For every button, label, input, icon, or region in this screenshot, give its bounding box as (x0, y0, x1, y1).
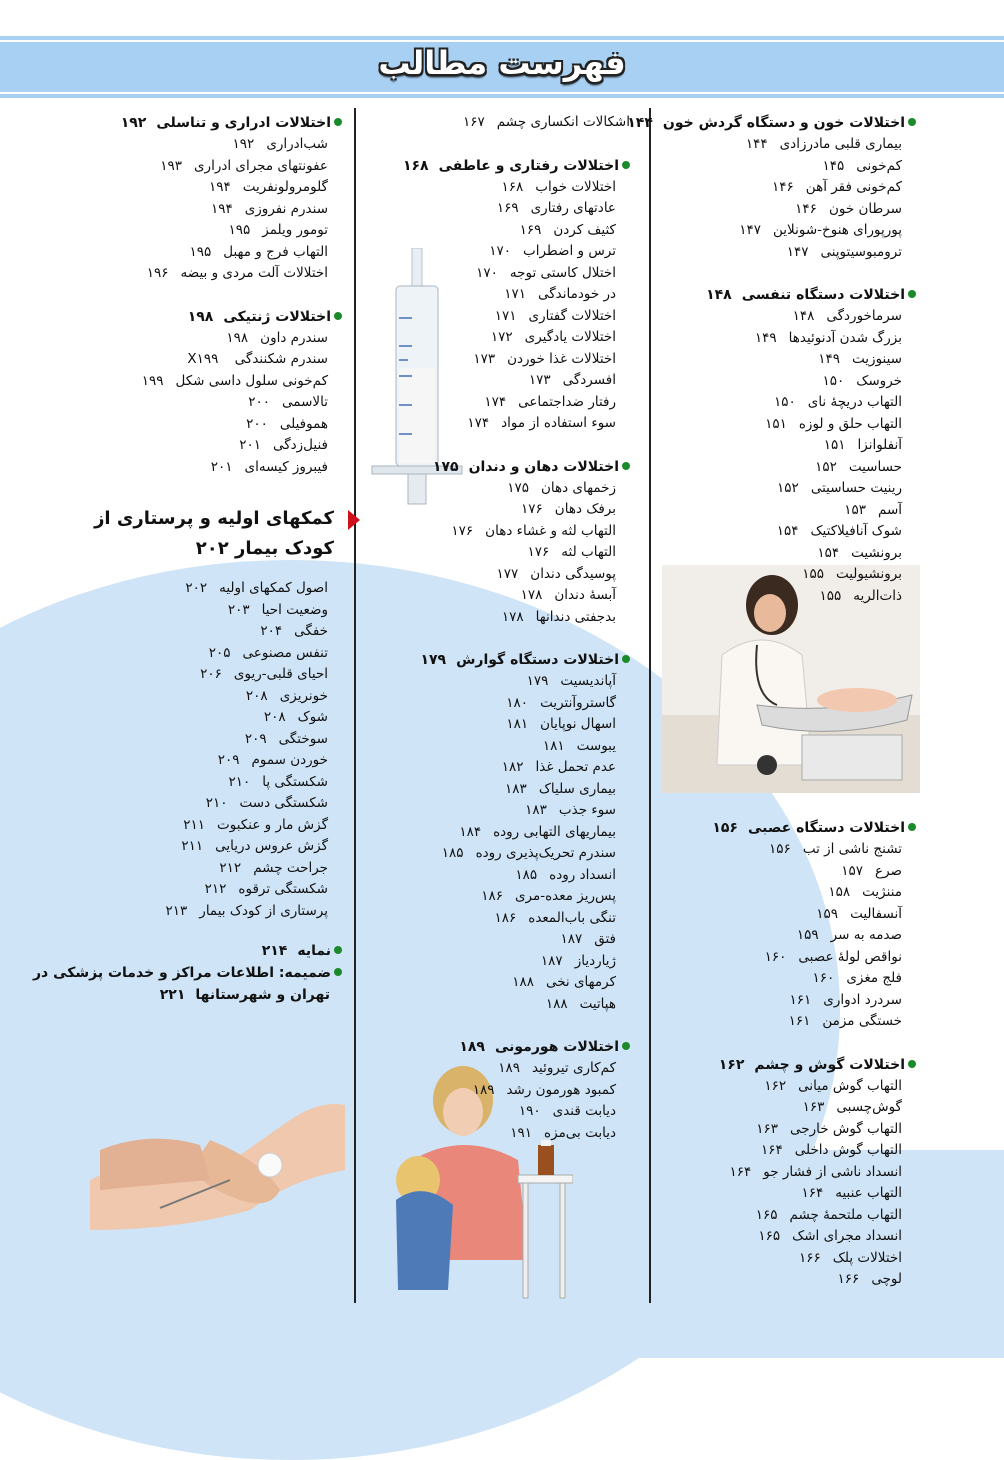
toc-column-middle (360, 112, 630, 1144)
toc-entry[interactable]: افسردگی۱۷۳ (528, 372, 616, 388)
toc-entry[interactable]: سردرد ادواری۱۶۱ (789, 991, 902, 1008)
section-page: ۱۶۲ (718, 1056, 745, 1073)
toc-entry[interactable]: در خودماندگی۱۷۱ (504, 286, 616, 302)
section-title[interactable]: اختلالات هورمونی (494, 1039, 619, 1055)
toc-entry[interactable]: اصول کمکهای اولیه۲۰۲ (185, 580, 328, 596)
toc-column-right (627, 112, 916, 1291)
toc-entry[interactable]: گزش عروس دریایی۲۱۱ (181, 838, 328, 854)
section-title[interactable]: اختلالات ادراری و تناسلی (156, 115, 331, 131)
toc-entry[interactable]: یبوست۱۸۱ (542, 737, 616, 754)
toc-entry[interactable]: نواقص لولهٔ عصبی۱۶۰ (764, 948, 902, 965)
toc-entry[interactable]: رفتار ضداجتماعی۱۷۴ (484, 393, 616, 410)
toc-entry[interactable]: کرمهای نخی۱۸۸ (512, 974, 616, 990)
section-page: ۱۹۸ (187, 308, 214, 325)
toc-entry[interactable]: برونشیت۱۵۴ (817, 544, 902, 561)
toc-entry[interactable]: شوک۲۰۸ (263, 709, 328, 725)
toc-entry[interactable]: ترومبوسیتوپنی۱۴۷ (786, 243, 902, 260)
toc-entry[interactable]: انسداد ناشی از فشار جو۱۶۴ (729, 1163, 902, 1180)
toc-entry[interactable]: فنیل‌زدگی۲۰۱ (239, 437, 328, 453)
toc-entry[interactable]: التهاب حلق و لوزه۱۵۱ (765, 415, 902, 432)
toc-entry[interactable]: التهاب لثه و غشاء دهان۱۷۶ (451, 522, 616, 539)
toc-entry[interactable]: خونریزی۲۰۸ (245, 687, 328, 704)
toc-entry[interactable]: بیماری سلیاک۱۸۳ (505, 780, 616, 797)
toc-entry[interactable]: گوش‌چسبی۱۶۳ (802, 1099, 902, 1115)
toc-entry[interactable]: سینوزیت۱۴۹ (818, 351, 902, 367)
section-page: ۱۷۵ (432, 458, 459, 475)
bullet-icon (334, 312, 342, 320)
appendix-entry-line2[interactable]: تهران و شهرستانها۲۲۱ (159, 987, 330, 1003)
section-title[interactable]: اختلالات رفتاری و عاطفی (438, 157, 619, 174)
section-title[interactable]: اختلالات دستگاه تنفسی (741, 287, 905, 303)
toc-entry[interactable]: گزش مار و عنکبوت۲۱۱ (183, 816, 328, 833)
section-title[interactable]: اختلالات گوش و چشم (754, 1056, 905, 1073)
toc-entry[interactable]: فیبروز کیسه‌ای۲۰۱ (210, 458, 328, 475)
toc-entry[interactable]: وضعیت احیا۲۰۳ (227, 601, 328, 618)
part-page: ۲۰۲ (195, 538, 229, 559)
toc-entry[interactable]: اختلالات غذا خوردن۱۷۳ (473, 350, 616, 367)
toc-entry[interactable]: گاستروآنتریت۱۸۰ (506, 694, 616, 711)
toc-entry[interactable]: التهاب گوش داخلی۱۶۴ (760, 1142, 902, 1158)
toc-entry[interactable]: فتق۱۸۷ (560, 931, 616, 947)
bandaging-hand-photo (90, 1060, 345, 1260)
toc-entry[interactable]: تومور ویلمز۱۹۵ (228, 222, 328, 238)
toc-entry[interactable]: برفک دهان۱۷۶ (521, 501, 616, 517)
index-entry[interactable]: نمایه۲۱۴ (80, 940, 342, 962)
toc-entry[interactable]: زخمهای دهان۱۷۵ (507, 479, 616, 496)
toc-entry[interactable]: شب‌ادراری۱۹۲ (232, 136, 328, 152)
toc-entry[interactable]: کم‌خونی سلول داسی شکل۱۹۹ (141, 372, 328, 389)
toc-entry[interactable]: التهاب فرج و مهبل۱۹۵ (189, 243, 328, 260)
toc-entry[interactable]: التهاب گوش میانی۱۶۲ (764, 1077, 902, 1094)
toc-entry[interactable]: التهاب دریچهٔ نای۱۵۰ (773, 394, 902, 410)
toc-entry[interactable]: شوک آنافیلاکتیک۱۵۴ (776, 523, 902, 539)
toc-entry[interactable]: فلج مغزی۱۶۰ (812, 970, 902, 986)
toc-entry[interactable]: تشنج ناشی از تب۱۵۶ (769, 841, 902, 857)
toc-section (80, 112, 342, 285)
bullet-icon (908, 1060, 916, 1068)
toc-entry[interactable]: صرع۱۵۷ (841, 862, 902, 879)
toc-entry[interactable]: گلومرولونفریت۱۹۴ (209, 179, 328, 195)
toc-part-first-aid (80, 504, 342, 922)
toc-section (661, 1054, 916, 1291)
toc-entry[interactable]: تنگی باب‌المعده۱۸۶ (494, 909, 616, 926)
toc-entry[interactable]: ترس و اضطراب۱۷۰ (489, 243, 616, 259)
toc-entry[interactable]: آبسهٔ دندان۱۷۸ (520, 587, 616, 603)
section-title[interactable]: اختلالات خون و دستگاه گردش خون (662, 115, 905, 131)
toc-entry[interactable]: احیای قلبی-ریوی۲۰۶ (200, 666, 328, 682)
toc-entry[interactable]: بیماری قلبی مادرزادی۱۴۴ (745, 136, 902, 152)
toc-entry[interactable]: کثیف کردن۱۶۹ (519, 221, 616, 238)
section-title[interactable]: اختلالات دستگاه گوارش (456, 652, 619, 668)
toc-entry[interactable]: خروسک۱۵۰ (822, 372, 902, 389)
page-title: فهرست مطالب (378, 44, 626, 82)
toc-entry[interactable]: عادتهای رفتاری۱۶۹ (496, 200, 616, 216)
toc-entry[interactable]: جراحت چشم۲۱۲ (219, 859, 328, 876)
section-title[interactable]: اختلالات دهان و دندان (468, 458, 619, 475)
toc-entry[interactable]: آسم۱۵۳ (844, 501, 902, 518)
section-page: ۱۶۸ (402, 157, 429, 174)
toc-entry[interactable]: انسداد مجرای اشک۱۶۵ (758, 1228, 902, 1244)
toc-entry[interactable]: کم‌کاری تیروئید۱۸۹ (498, 1060, 616, 1076)
toc-entry[interactable]: اختلالات خواب۱۶۸ (501, 178, 616, 195)
toc-entry[interactable]: اختلالات پلک۱۶۶ (799, 1249, 902, 1266)
toc-entry[interactable]: سرماخوردگی۱۴۸ (792, 308, 902, 324)
section-page: ۱۴۴ (627, 115, 653, 131)
toc-entry[interactable]: شکستگی دست۲۱۰ (205, 795, 328, 811)
bullet-icon (622, 1042, 630, 1050)
toc-entry[interactable]: آنسفالیت۱۵۹ (816, 905, 902, 922)
toc-section (661, 284, 916, 607)
toc-entry[interactable]: انسداد روده۱۸۵ (515, 866, 616, 883)
toc-entry[interactable]: پرستاری از کودک بیمار۲۱۳ (165, 902, 328, 919)
toc-entry[interactable]: ذات‌الریه۱۵۵ (819, 587, 902, 604)
section-page: ۱۴۸ (706, 287, 732, 303)
toc-entry[interactable]: لوچی۱۶۶ (837, 1271, 902, 1287)
toc-entry[interactable]: عفونتهای مجرای ادراری۱۹۳ (160, 157, 328, 174)
bullet-icon (908, 118, 916, 126)
toc-entry[interactable]: سوء جذب۱۸۳ (525, 802, 616, 818)
toc-entry[interactable]: التهاب ملتحمهٔ چشم۱۶۵ (755, 1206, 902, 1223)
toc-entry[interactable]: حساسیت۱۵۲ (815, 458, 902, 475)
toc-entry[interactable]: رینیت حساسیتی۱۵۲ (777, 480, 902, 496)
toc-entry[interactable]: دیابت بی‌مزه۱۹۱ (510, 1124, 616, 1141)
toc-entry[interactable]: دیابت قندی۱۹۰ (518, 1103, 616, 1119)
bullet-icon (622, 161, 630, 169)
toc-entry[interactable]: التهاب عنبیه۱۶۴ (801, 1185, 902, 1201)
appendix-entry[interactable]: ضمیمه: اطلاعات مراکز و خدمات پزشکی در (80, 962, 342, 984)
toc-entry[interactable]: تنفس مصنوعی۲۰۵ (208, 644, 328, 661)
toc-entry[interactable]: بزرگ شدن آدنوئیدها۱۴۹ (754, 329, 902, 346)
bullet-icon (334, 968, 342, 976)
toc-entry[interactable]: ژیاردیاز۱۸۷ (540, 952, 616, 969)
toc-entry[interactable]: برونشیولیت۱۵۵ (802, 566, 902, 582)
bullet-icon (622, 462, 630, 470)
toc-entry[interactable]: تالاسمی۲۰۰ (248, 394, 328, 410)
toc-entry[interactable]: کم‌خونی فقر آهن۱۴۶ (772, 179, 902, 195)
toc-entry[interactable]: هپاتیت۱۸۸ (545, 995, 616, 1012)
toc-column-left (32, 112, 342, 1006)
section-page: ۱۸۹ (459, 1039, 485, 1055)
section-page: ۱۹۲ (120, 115, 147, 131)
bullet-icon (334, 118, 342, 126)
toc-entry[interactable]: شکستگی پا۲۱۰ (228, 773, 328, 790)
section-page: ۱۷۹ (420, 652, 447, 668)
toc-entry[interactable]: شکستگی ترقوه۲۱۲ (204, 881, 328, 897)
toc-section (360, 155, 630, 435)
toc-section (627, 112, 916, 263)
column-divider-left (354, 108, 356, 1303)
column-divider-right (649, 108, 651, 1303)
toc-entry[interactable]: کمبود هورمون رشد۱۸۹ (472, 1081, 616, 1098)
toc-entry[interactable]: سندرم شکنندگی X۱۹۹ (187, 351, 328, 367)
toc-section (661, 817, 916, 1033)
toc-section (80, 306, 342, 479)
section-title[interactable]: اختلالات دستگاه عصبی (747, 820, 905, 836)
toc-section (360, 649, 630, 1015)
section-title[interactable]: اختلالات ژنتیکی (223, 308, 331, 325)
bullet-icon (334, 946, 342, 954)
toc-entry[interactable]: پورپورای هنوخ-شونلاین۱۴۷ (739, 222, 902, 238)
toc-entry[interactable]: پوسیدگی دندان۱۷۷ (496, 565, 616, 582)
toc-entry[interactable]: التهاب گوش خارجی۱۶۳ (756, 1120, 902, 1137)
toc-entry[interactable]: اختلالات گفتاری۱۷۱ (494, 307, 616, 324)
header-band (0, 36, 1004, 98)
toc-entry[interactable]: کم‌خونی۱۴۵ (822, 157, 902, 174)
toc-entry[interactable]: سندرم نفروزی۱۹۴ (210, 200, 328, 217)
part-title[interactable]: کمکهای اولیه و پرستاری از کودک بیمار ۲۰۲ (80, 504, 342, 564)
toc-entry[interactable]: سوختگی۲۰۹ (244, 730, 328, 747)
toc-entry[interactable]: اختلال کاستی توجه۱۷۰ (476, 264, 616, 281)
toc-entry[interactable]: التهاب لثه۱۷۶ (527, 544, 616, 560)
toc-section (360, 1036, 630, 1144)
toc-entry[interactable]: بیماریهای التهابی روده۱۸۴ (459, 823, 616, 840)
toc-entry[interactable]: مننژیت۱۵۸ (828, 884, 902, 900)
toc-entry[interactable]: آپاندیسیت۱۷۹ (526, 673, 616, 689)
toc-entry[interactable]: پس‌ریز معده-مری۱۸۶ (481, 888, 616, 904)
toc-entry[interactable]: آنفلوانزا۱۵۱ (823, 437, 902, 453)
toc-entry[interactable]: اختلالات یادگیری۱۷۲ (490, 329, 616, 345)
toc-entry[interactable]: خفگی۲۰۴ (260, 623, 328, 639)
arrow-icon (348, 510, 360, 530)
bullet-icon (908, 823, 916, 831)
toc-entry[interactable]: صدمه به سر۱۵۹ (796, 927, 902, 943)
toc-entry[interactable]: اشکالات انکساری چشم۱۶۷ (463, 114, 630, 130)
toc-entry[interactable]: هموفیلی۲۰۰ (246, 415, 328, 432)
toc-section (360, 112, 630, 134)
toc-entry[interactable]: اختلالات آلت مردی و بیضه۱۹۶ (146, 265, 328, 281)
toc-back-matter (32, 940, 342, 1006)
toc-entry[interactable]: خستگی مزمن۱۶۱ (788, 1013, 902, 1029)
toc-entry[interactable]: عدم تحمل غذا۱۸۲ (501, 759, 616, 775)
section-page: ۱۵۶ (712, 820, 738, 836)
toc-entry[interactable]: بدجفتی دندانها۱۷۸ (501, 608, 616, 625)
toc-entry[interactable]: خوردن سموم۲۰۹ (217, 752, 328, 768)
toc-entry[interactable]: سرطان خون۱۴۶ (795, 200, 902, 217)
bullet-icon (908, 290, 916, 298)
toc-entry[interactable]: سندرم داون۱۹۸ (226, 329, 328, 346)
toc-section (360, 456, 630, 629)
toc-entry[interactable]: سندرم تحریک‌پذیری روده۱۸۵ (441, 845, 616, 861)
toc-entry[interactable]: سوء استفاده از مواد۱۷۴ (467, 415, 616, 431)
bullet-icon (622, 655, 630, 663)
toc-entry[interactable]: اسهال نوپایان۱۸۱ (506, 716, 616, 732)
